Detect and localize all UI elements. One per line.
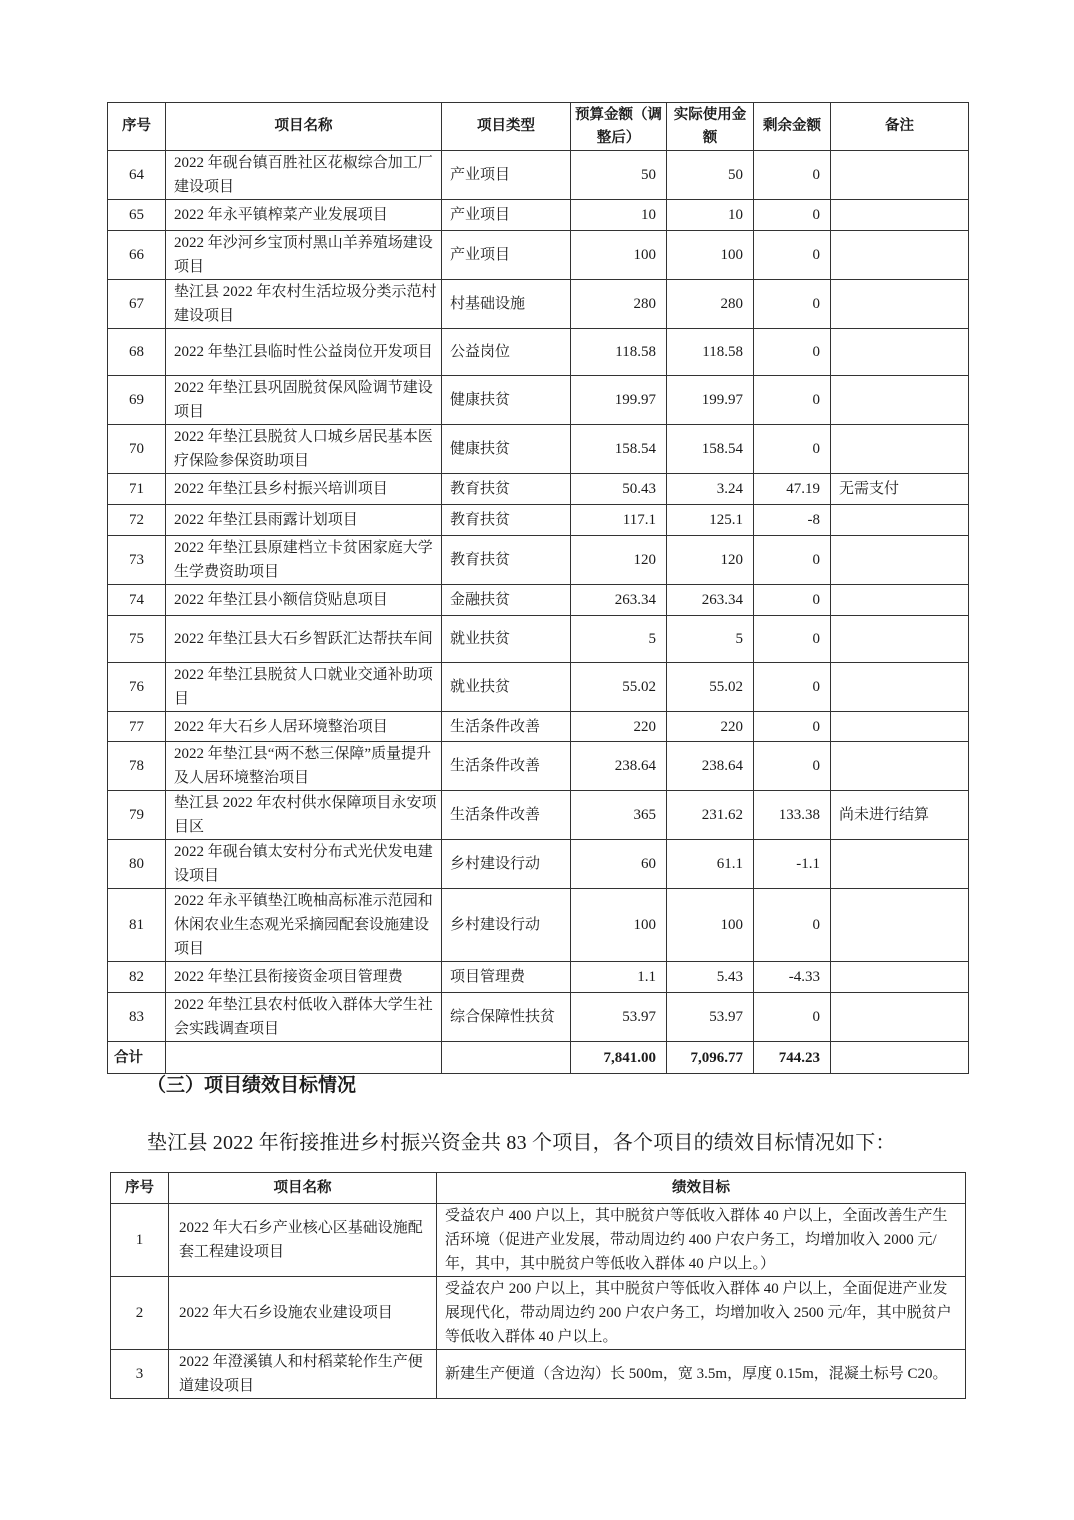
budget-table-row <box>108 474 969 505</box>
row-project-type: 教育扶贫 <box>442 474 571 505</box>
row-remaining: 0 <box>754 200 831 231</box>
goal-row-no: 2 <box>111 1277 169 1350</box>
total-note-empty <box>831 1042 969 1074</box>
row-project-name: 垫江县 2022 年农村供水保障项目永安项目区 <box>166 791 442 840</box>
row-budget: 100 <box>571 889 667 962</box>
row-remaining: 0 <box>754 663 831 712</box>
row-remaining: 0 <box>754 425 831 474</box>
row-note <box>831 329 969 376</box>
row-remaining: -4.33 <box>754 962 831 993</box>
budget-table-row <box>108 536 969 585</box>
header-actual: 实际使用金额 <box>667 103 754 151</box>
row-project-type: 健康扶贫 <box>442 425 571 474</box>
goals-header-name: 项目名称 <box>169 1173 437 1204</box>
row-no: 66 <box>108 231 166 280</box>
row-note <box>831 585 969 616</box>
goal-row-target: 新建生产便道（含边沟）长 500m，宽 3.5m，厚度 0.15m，混凝土标号 C20。 <box>437 1350 966 1399</box>
row-actual: 120 <box>667 536 754 585</box>
row-remaining: 0 <box>754 993 831 1042</box>
goal-row-project-name: 2022 年大石乡产业核心区基础设施配套工程建设项目 <box>169 1204 437 1277</box>
row-budget: 5 <box>571 616 667 663</box>
row-no: 82 <box>108 962 166 993</box>
row-actual: 3.24 <box>667 474 754 505</box>
row-project-name: 2022 年垫江县脱贫人口城乡居民基本医疗保险参保资助项目 <box>166 425 442 474</box>
total-name-empty <box>166 1042 442 1074</box>
row-note <box>831 376 969 425</box>
row-budget: 238.64 <box>571 742 667 791</box>
row-project-name: 垫江县 2022 年农村生活垃圾分类示范村建设项目 <box>166 280 442 329</box>
budget-table-row <box>108 505 969 536</box>
row-actual: 231.62 <box>667 791 754 840</box>
row-note <box>831 280 969 329</box>
budget-table-row <box>108 742 969 791</box>
row-project-name: 2022 年垫江县大石乡智跃汇达帮扶车间 <box>166 616 442 663</box>
budget-table-row <box>108 962 969 993</box>
budget-table-row <box>108 616 969 663</box>
row-note <box>831 231 969 280</box>
row-actual: 50 <box>667 151 754 200</box>
row-budget: 158.54 <box>571 425 667 474</box>
row-no: 71 <box>108 474 166 505</box>
row-note <box>831 993 969 1042</box>
goals-table-row <box>111 1350 966 1399</box>
budget-table-row <box>108 200 969 231</box>
row-note <box>831 663 969 712</box>
row-no: 75 <box>108 616 166 663</box>
row-actual: 53.97 <box>667 993 754 1042</box>
row-project-name: 2022 年砚台镇太安村分布式光伏发电建设项目 <box>166 840 442 889</box>
row-project-name: 2022 年永平镇榨菜产业发展项目 <box>166 200 442 231</box>
row-remaining: 0 <box>754 712 831 742</box>
row-budget: 365 <box>571 791 667 840</box>
header-budget: 预算金额（调整后） <box>571 103 667 151</box>
row-budget: 280 <box>571 280 667 329</box>
budget-table-row <box>108 425 969 474</box>
budget-table-header <box>108 103 969 151</box>
row-actual: 118.58 <box>667 329 754 376</box>
budget-table-row <box>108 889 969 962</box>
row-remaining: -1.1 <box>754 840 831 889</box>
budget-table-row <box>108 231 969 280</box>
row-project-type: 产业项目 <box>442 151 571 200</box>
row-budget: 60 <box>571 840 667 889</box>
budget-table-row <box>108 712 969 742</box>
row-actual: 55.02 <box>667 663 754 712</box>
row-project-name: 2022 年砚台镇百胜社区花椒综合加工厂建设项目 <box>166 151 442 200</box>
row-note <box>831 962 969 993</box>
row-project-type: 村基础设施 <box>442 280 571 329</box>
row-project-type: 教育扶贫 <box>442 505 571 536</box>
row-remaining: 133.38 <box>754 791 831 840</box>
row-project-name: 2022 年垫江县临时性公益岗位开发项目 <box>166 329 442 376</box>
budget-table-row <box>108 663 969 712</box>
row-project-type: 就业扶贫 <box>442 663 571 712</box>
row-remaining: 0 <box>754 889 831 962</box>
budget-table-row <box>108 840 969 889</box>
row-no: 67 <box>108 280 166 329</box>
budget-table-body <box>108 151 969 1042</box>
goals-table <box>110 1172 966 1399</box>
row-budget: 263.34 <box>571 585 667 616</box>
budget-table-row <box>108 376 969 425</box>
header-note: 备注 <box>831 103 969 151</box>
header-no: 序号 <box>108 103 166 151</box>
row-project-type: 健康扶贫 <box>442 376 571 425</box>
row-note <box>831 200 969 231</box>
row-project-name: 2022 年大石乡人居环境整治项目 <box>166 712 442 742</box>
row-actual: 61.1 <box>667 840 754 889</box>
row-actual: 100 <box>667 889 754 962</box>
row-project-type: 生活条件改善 <box>442 791 571 840</box>
row-actual: 5 <box>667 616 754 663</box>
budget-table-row <box>108 151 969 200</box>
row-budget: 100 <box>571 231 667 280</box>
row-no: 64 <box>108 151 166 200</box>
row-project-name: 2022 年垫江县衔接资金项目管理费 <box>166 962 442 993</box>
row-budget: 1.1 <box>571 962 667 993</box>
goals-table-row <box>111 1277 966 1350</box>
budget-total-row <box>108 1042 969 1074</box>
section-paragraph: 垫江县 2022 年衔接推进乡村振兴资金共 83 个项目，各个项目的绩效目标情况如下： <box>147 1132 896 1154</box>
row-project-name: 2022 年垫江县雨露计划项目 <box>166 505 442 536</box>
budget-table-row <box>108 993 969 1042</box>
row-no: 76 <box>108 663 166 712</box>
row-project-type: 产业项目 <box>442 200 571 231</box>
row-budget: 55.02 <box>571 663 667 712</box>
row-no: 74 <box>108 585 166 616</box>
row-remaining: 47.19 <box>754 474 831 505</box>
goals-table-row <box>111 1204 966 1277</box>
goals-table-header <box>111 1173 966 1204</box>
row-actual: 280 <box>667 280 754 329</box>
row-note <box>831 742 969 791</box>
row-project-type: 乡村建设行动 <box>442 840 571 889</box>
row-project-type: 教育扶贫 <box>442 536 571 585</box>
budget-table-row <box>108 791 969 840</box>
row-budget: 120 <box>571 536 667 585</box>
budget-table-row <box>108 585 969 616</box>
budget-table-row <box>108 280 969 329</box>
row-note: 尚未进行结算 <box>831 791 969 840</box>
row-project-type: 乡村建设行动 <box>442 889 571 962</box>
section-heading: （三）项目绩效目标情况 <box>147 1074 357 1096</box>
row-actual: 199.97 <box>667 376 754 425</box>
row-note: 无需支付 <box>831 474 969 505</box>
row-project-name: 2022 年垫江县脱贫人口就业交通补助项目 <box>166 663 442 712</box>
row-remaining: 0 <box>754 280 831 329</box>
row-budget: 50 <box>571 151 667 200</box>
row-note <box>831 425 969 474</box>
row-project-name: 2022 年垫江县巩固脱贫保风险调节建设项目 <box>166 376 442 425</box>
row-budget: 117.1 <box>571 505 667 536</box>
row-no: 77 <box>108 712 166 742</box>
goal-row-target: 受益农户 200 户以上，其中脱贫户等低收入群体 40 户以上，全面促进产业发展现代化，带动周边约 200 户农户务工，均增加收入 2500 元/年，其中脱贫户等低收入群体 40 户以上。 <box>437 1277 966 1350</box>
total-remaining: 744.23 <box>754 1042 831 1074</box>
row-actual: 100 <box>667 231 754 280</box>
row-note <box>831 889 969 962</box>
row-note <box>831 505 969 536</box>
total-actual: 7,096.77 <box>667 1042 754 1074</box>
row-project-type: 就业扶贫 <box>442 616 571 663</box>
goals-table-body <box>111 1204 966 1399</box>
row-project-name: 2022 年垫江县乡村振兴培训项目 <box>166 474 442 505</box>
row-no: 79 <box>108 791 166 840</box>
row-remaining: 0 <box>754 742 831 791</box>
row-note <box>831 536 969 585</box>
row-project-name: 2022 年垫江县原建档立卡贫困家庭大学生学费资助项目 <box>166 536 442 585</box>
row-budget: 220 <box>571 712 667 742</box>
row-project-type: 生活条件改善 <box>442 742 571 791</box>
row-note <box>831 616 969 663</box>
row-note <box>831 151 969 200</box>
row-note <box>831 712 969 742</box>
budget-table-row <box>108 329 969 376</box>
goals-header-goal: 绩效目标 <box>437 1173 966 1204</box>
row-no: 73 <box>108 536 166 585</box>
goals-header-no: 序号 <box>111 1173 169 1204</box>
goal-row-project-name: 2022 年澄溪镇人和村稻菜轮作生产便道建设项目 <box>169 1350 437 1399</box>
row-project-name: 2022 年垫江县小额信贷贴息项目 <box>166 585 442 616</box>
row-no: 72 <box>108 505 166 536</box>
row-project-type: 生活条件改善 <box>442 712 571 742</box>
header-name: 项目名称 <box>166 103 442 151</box>
row-no: 70 <box>108 425 166 474</box>
goal-row-target: 受益农户 400 户以上，其中脱贫户等低收入群体 40 户以上，全面改善生产生活环境（促进产业发展，带动周边约 400 户农户务工，均增加收入 2000 元/年，其中，其中脱贫户等低收入群体 40 户以上。） <box>437 1204 966 1277</box>
row-project-type: 产业项目 <box>442 231 571 280</box>
row-no: 83 <box>108 993 166 1042</box>
total-label: 合计 <box>108 1042 166 1074</box>
goal-row-no: 3 <box>111 1350 169 1399</box>
row-budget: 10 <box>571 200 667 231</box>
row-actual: 263.34 <box>667 585 754 616</box>
row-budget: 118.58 <box>571 329 667 376</box>
row-actual: 10 <box>667 200 754 231</box>
row-no: 78 <box>108 742 166 791</box>
row-project-type: 综合保障性扶贫 <box>442 993 571 1042</box>
row-remaining: 0 <box>754 376 831 425</box>
row-actual: 158.54 <box>667 425 754 474</box>
budget-table <box>107 102 969 1074</box>
row-project-name: 2022 年垫江县“两不愁三保障”质量提升及人居环境整治项目 <box>166 742 442 791</box>
row-remaining: 0 <box>754 616 831 663</box>
row-budget: 50.43 <box>571 474 667 505</box>
row-no: 68 <box>108 329 166 376</box>
goal-row-no: 1 <box>111 1204 169 1277</box>
row-no: 80 <box>108 840 166 889</box>
goal-row-project-name: 2022 年大石乡设施农业建设项目 <box>169 1277 437 1350</box>
row-project-name: 2022 年垫江县农村低收入群体大学生社会实践调查项目 <box>166 993 442 1042</box>
total-type-empty <box>442 1042 571 1074</box>
row-project-name: 2022 年沙河乡宝顶村黑山羊养殖场建设项目 <box>166 231 442 280</box>
row-actual: 220 <box>667 712 754 742</box>
row-no: 65 <box>108 200 166 231</box>
row-project-type: 项目管理费 <box>442 962 571 993</box>
total-budget: 7,841.00 <box>571 1042 667 1074</box>
row-actual: 5.43 <box>667 962 754 993</box>
row-remaining: 0 <box>754 151 831 200</box>
row-project-name: 2022 年永平镇垫江晚柚高标准示范园和休闲农业生态观光采摘园配套设施建设项目 <box>166 889 442 962</box>
row-no: 69 <box>108 376 166 425</box>
row-budget: 53.97 <box>571 993 667 1042</box>
row-remaining: 0 <box>754 231 831 280</box>
row-remaining: 0 <box>754 329 831 376</box>
row-project-type: 金融扶贫 <box>442 585 571 616</box>
row-note <box>831 840 969 889</box>
header-type: 项目类型 <box>442 103 571 151</box>
row-budget: 199.97 <box>571 376 667 425</box>
row-project-type: 公益岗位 <box>442 329 571 376</box>
row-actual: 125.1 <box>667 505 754 536</box>
header-remaining: 剩余金额 <box>754 103 831 151</box>
row-remaining: -8 <box>754 505 831 536</box>
row-actual: 238.64 <box>667 742 754 791</box>
row-remaining: 0 <box>754 536 831 585</box>
row-remaining: 0 <box>754 585 831 616</box>
row-no: 81 <box>108 889 166 962</box>
